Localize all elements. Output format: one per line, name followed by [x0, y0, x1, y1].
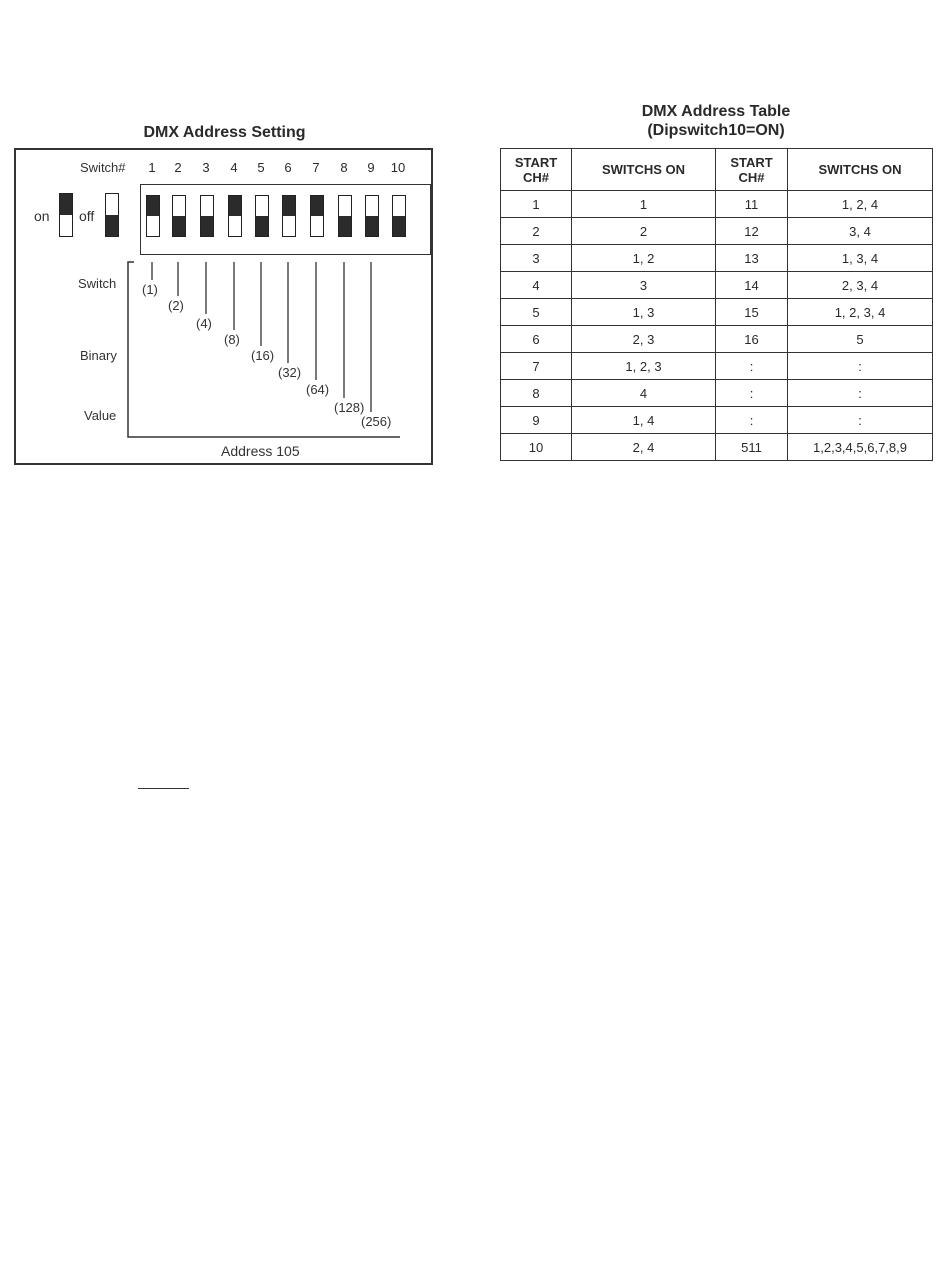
table-cell: 1 [572, 191, 716, 218]
table-cell: 1, 2, 3, 4 [788, 299, 933, 326]
binary-weight-2: (2) [168, 298, 184, 313]
binary-weight-5: (16) [251, 348, 275, 363]
table-cell: 13 [716, 245, 788, 272]
dmx-address-table [500, 148, 933, 461]
table-cell: 7 [501, 353, 572, 380]
dip-switch-bank [140, 184, 431, 255]
table-cell: 5 [501, 299, 572, 326]
table-row [501, 191, 933, 218]
table-body [501, 191, 933, 461]
table-cell: 11 [716, 191, 788, 218]
table-row [501, 380, 933, 407]
table-cell: 1 [501, 191, 572, 218]
binary-weight-9: (256) [361, 414, 392, 429]
table-cell: 2, 3, 4 [788, 272, 933, 299]
header-switches-on-2: SWITCHS ON [788, 149, 933, 191]
switch-number-8: 8 [340, 160, 348, 175]
header-start-ch-2: START CH# [716, 149, 788, 191]
binary-weight-8: (128) [334, 400, 365, 415]
legend-off-label: off [79, 208, 95, 224]
switch-number-7: 7 [312, 160, 320, 175]
table-cell: : [716, 407, 788, 434]
table-cell: 14 [716, 272, 788, 299]
table-cell: 10 [501, 434, 572, 461]
switch-number-1: 1 [148, 160, 156, 175]
table-cell: 3 [572, 272, 716, 299]
switch-number-6: 6 [284, 160, 292, 175]
binary-weight-6: (32) [278, 365, 302, 380]
switch-number-10: 10 [390, 160, 406, 175]
dip-switch-1 [146, 195, 160, 237]
table-cell: 1, 3, 4 [788, 245, 933, 272]
table-row [501, 218, 933, 245]
switch-number-9: 9 [367, 160, 375, 175]
underline-divider [138, 788, 189, 789]
dip-switch-7 [310, 195, 324, 237]
table-title-line1: DMX Address Table [641, 103, 791, 120]
table-cell: 2, 4 [572, 434, 716, 461]
table-cell: : [788, 407, 933, 434]
binary-weight-4: (8) [224, 332, 240, 347]
legend-on-switch-icon [59, 193, 73, 237]
legend-off-switch-icon [105, 193, 119, 237]
table-row [501, 299, 933, 326]
table-cell: 1, 4 [572, 407, 716, 434]
table-cell: 4 [572, 380, 716, 407]
table-cell: 1,2,3,4,5,6,7,8,9 [788, 434, 933, 461]
table-row [501, 407, 933, 434]
table-cell: : [716, 380, 788, 407]
switch-number-2: 2 [174, 160, 182, 175]
row-label-value: Value [84, 408, 117, 423]
header-start-ch-1: START CH# [501, 149, 572, 191]
table-cell: 8 [501, 380, 572, 407]
table-cell: 1, 2, 4 [788, 191, 933, 218]
row-label-binary: Binary [80, 348, 117, 363]
switch-number-header: Switch# [80, 160, 126, 175]
table-cell: 511 [716, 434, 788, 461]
table-cell: 1, 2, 3 [572, 353, 716, 380]
table-cell: 4 [501, 272, 572, 299]
dip-switch-3 [200, 195, 214, 237]
table-cell: 3 [501, 245, 572, 272]
table-title-line2: (Dipswitch10=ON) [647, 122, 785, 139]
table-cell: 2 [572, 218, 716, 245]
table-cell: : [788, 353, 933, 380]
dip-switch-9 [365, 195, 379, 237]
table-cell: 16 [716, 326, 788, 353]
dmx-address-table-title [500, 102, 932, 140]
table-row [501, 434, 933, 461]
table-cell: 9 [501, 407, 572, 434]
table-cell: 6 [501, 326, 572, 353]
table-header-row [501, 149, 933, 191]
table-cell: 3, 4 [788, 218, 933, 245]
table-cell: 15 [716, 299, 788, 326]
address-result-label: Address 105 [221, 443, 300, 459]
dmx-address-setting-title: DMX Address Setting [143, 124, 306, 141]
table-cell: 1, 3 [572, 299, 716, 326]
table-cell: 1, 2 [572, 245, 716, 272]
table-row [501, 353, 933, 380]
table-cell: 2 [501, 218, 572, 245]
table-row [501, 272, 933, 299]
row-label-switch: Switch [78, 276, 117, 291]
table-cell: 12 [716, 218, 788, 245]
table-cell: : [716, 353, 788, 380]
dip-switch-6 [282, 195, 296, 237]
dip-switch-10 [392, 195, 406, 237]
binary-weight-1: (1) [142, 282, 158, 297]
dip-switch-8 [338, 195, 352, 237]
dip-switch-2 [172, 195, 186, 237]
table-cell: 5 [788, 326, 933, 353]
dip-switch-4 [228, 195, 242, 237]
table-cell: : [788, 380, 933, 407]
dmx-address-setting-panel [14, 148, 433, 465]
header-switches-on-1: SWITCHS ON [572, 149, 716, 191]
switch-number-3: 3 [202, 160, 210, 175]
binary-weight-3: (4) [196, 316, 212, 331]
switch-number-5: 5 [257, 160, 265, 175]
switch-number-4: 4 [230, 160, 238, 175]
table-cell: 2, 3 [572, 326, 716, 353]
table-row [501, 326, 933, 353]
dip-switch-5 [255, 195, 269, 237]
table-row [501, 245, 933, 272]
legend-on-label: on [34, 208, 50, 224]
binary-weight-7: (64) [306, 382, 330, 397]
